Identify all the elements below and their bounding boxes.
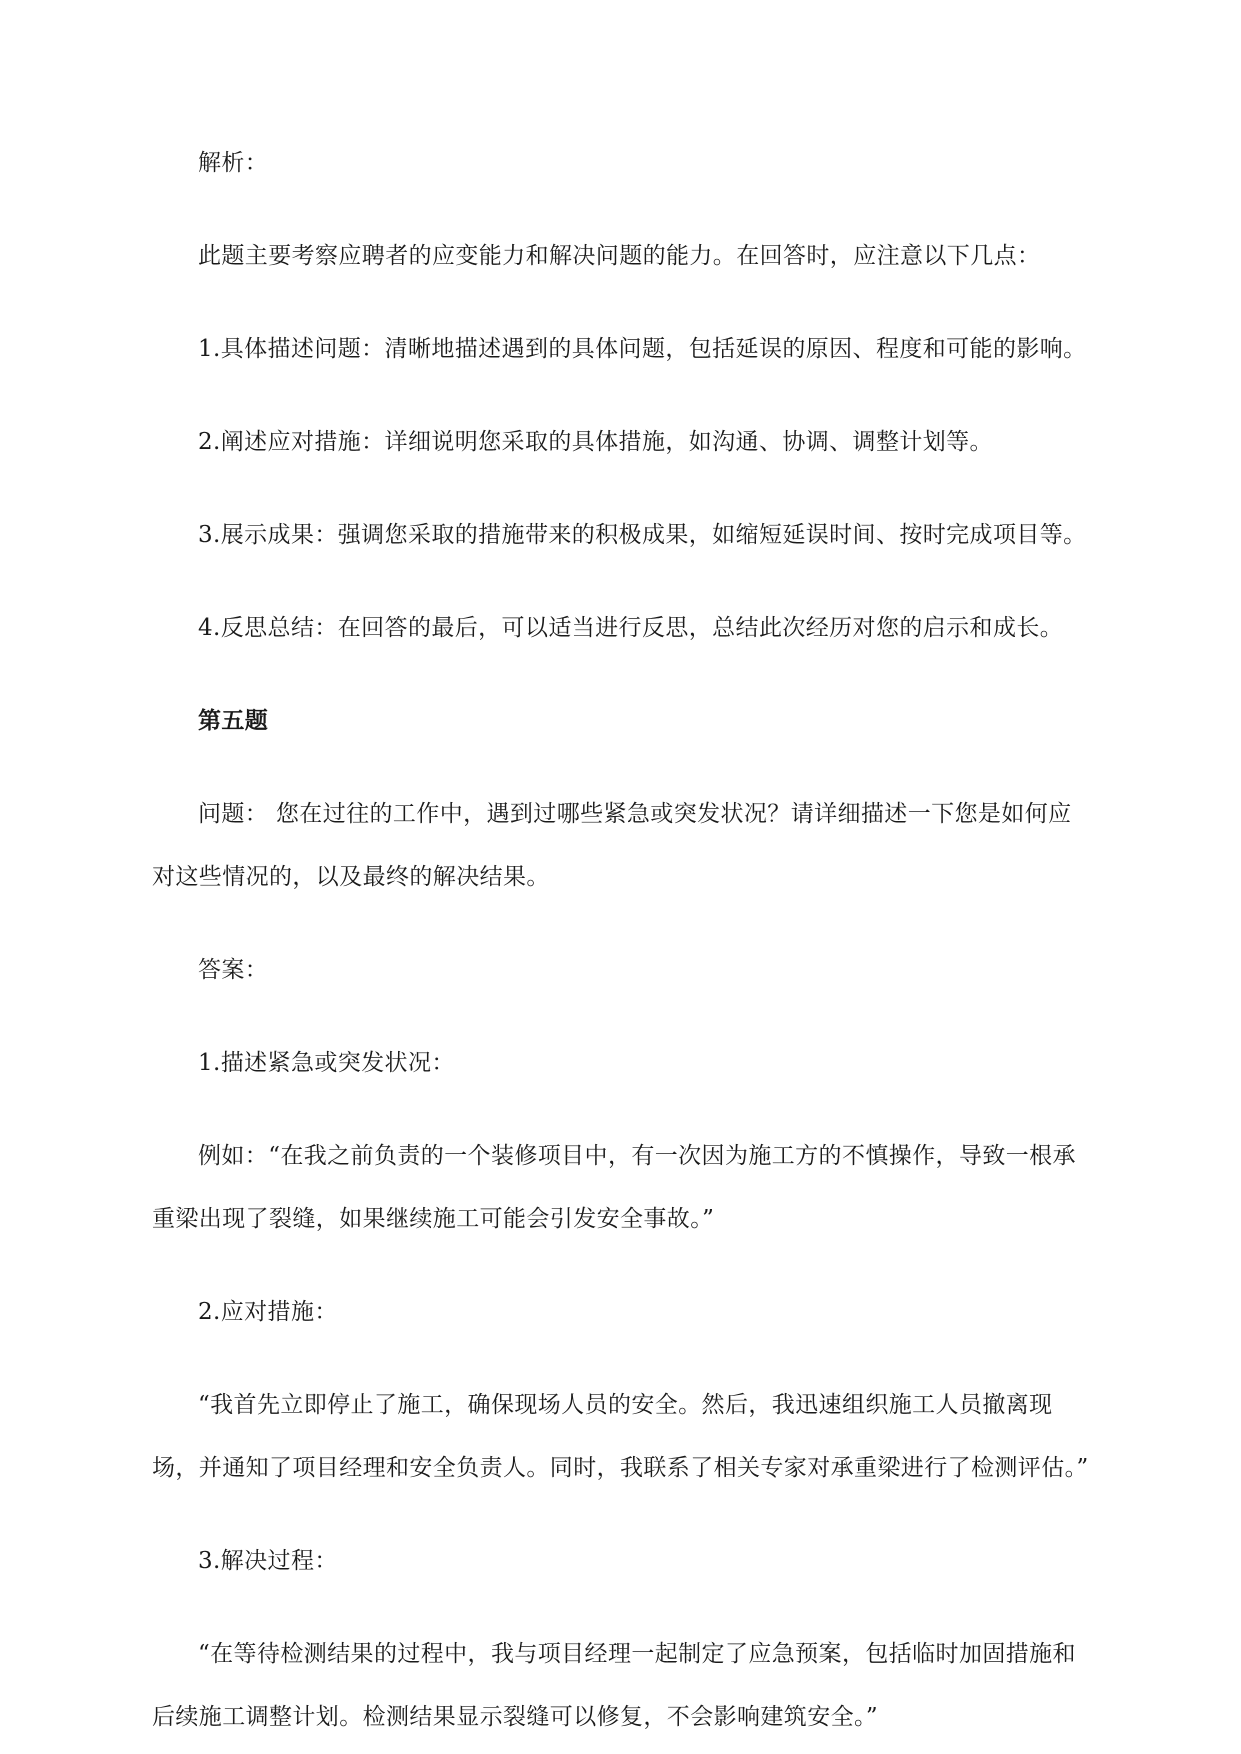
answer-label: 答案： [198, 957, 269, 983]
analysis-point-1: 1.具体描述问题：清晰地描述遇到的具体问题，包括延误的原因、程度和可能的影响。 [198, 336, 1087, 362]
analysis-point-3: 3.展示成果：强调您采取的措施带来的积极成果，如缩短延误时间、按时完成项目等。 [198, 522, 1087, 548]
question-text: 问题： 您在过往的工作中，遇到过哪些紧急或突发状况？请详细描述一下您是如何应对这些情况的，以及最终的解决结果。 [152, 801, 1072, 890]
answer-step-3-body: “在等待检测结果的过程中，我与项目经理一起制定了应急预案，包括临时加固措施和后续施工调整计划。检测结果显示裂缝可以修复，不会影响建筑安全。” [152, 1641, 1076, 1730]
section-heading: 第五题 [198, 708, 269, 734]
document-body [152, 132, 1090, 1749]
analysis-point-4: 4.反思总结：在回答的最后，可以适当进行反思，总结此次经历对您的启示和成长。 [198, 615, 1064, 641]
answer-step-3-title: 3.解决过程： [198, 1548, 338, 1574]
answer-step-1-title: 1.描述紧急或突发状况： [198, 1050, 455, 1076]
analysis-intro: 此题主要考察应聘者的应变能力和解决问题的能力。在回答时，应注意以下几点： [198, 243, 1041, 269]
answer-step-2-title: 2.应对措施： [198, 1299, 338, 1325]
answer-step-2-body: “我首先立即停止了施工，确保现场人员的安全。然后，我迅速组织施工人员撤离现场，并通知了项目经理和安全负责人。同时，我联系了相关专家对承重梁进行了检测评估。” [152, 1392, 1089, 1481]
answer-step-1-body: 例如：“在我之前负责的一个装修项目中，有一次因为施工方的不慎操作，导致一根承重梁出现了裂缝，如果继续施工可能会引发安全事故。” [152, 1143, 1076, 1232]
analysis-point-2: 2.阐述应对措施：详细说明您采取的具体措施，如沟通、协调、调整计划等。 [198, 429, 993, 455]
analysis-label: 解析： [198, 150, 269, 176]
